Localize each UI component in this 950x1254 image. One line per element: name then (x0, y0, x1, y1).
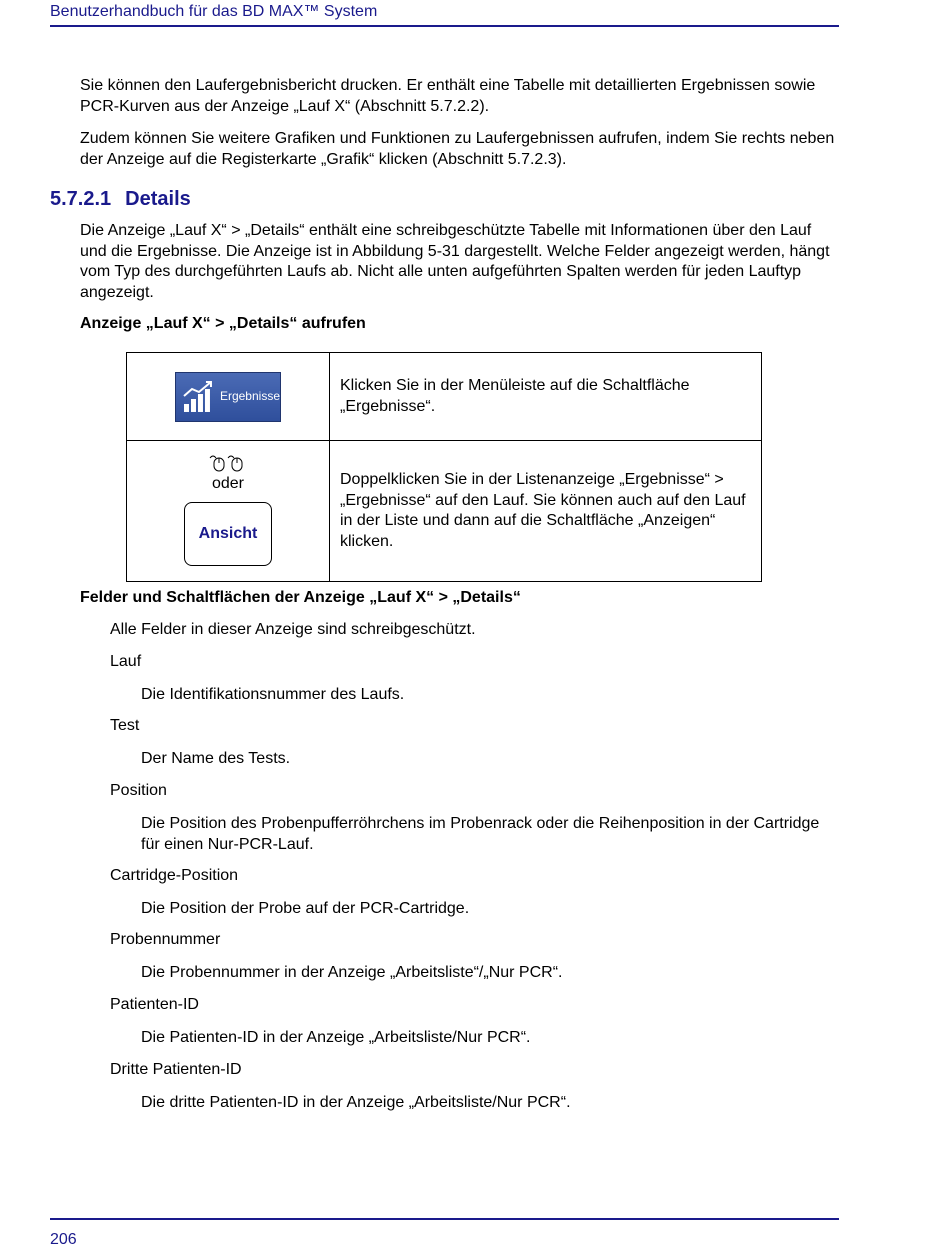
field-desc-test: Der Name des Tests. (141, 750, 291, 767)
field-desc-cartridge-position: Die Position der Probe auf der PCR-Cartridge. (141, 900, 470, 917)
ansicht-button[interactable]: Ansicht (184, 502, 272, 566)
procedure-table (126, 352, 762, 582)
section-number: 5.7.2.1 (50, 188, 112, 210)
ergebnisse-button-label: Ergebnisse (219, 389, 280, 404)
field-desc-dritte-patienten-id: Die dritte Patienten-ID in der Anzeige „Arbeitsliste/Nur PCR“. (141, 1094, 571, 1111)
intro-paragraph-2: Zudem können Sie weitere Grafiken und Funktionen zu Laufergebnissen aufrufen, indem Sie rechts neben der Anzeige auf die Registerkarte „Grafik“ klicken (Abschnitt 5.7.2.3). (80, 130, 835, 168)
page-number: 206 (50, 1231, 77, 1248)
field-desc-patienten-id: Die Patienten-ID in der Anzeige „Arbeitsliste/Nur PCR“. (141, 1029, 531, 1046)
field-label-lauf: Lauf (110, 653, 142, 670)
field-label-patienten-id: Patienten-ID (110, 996, 199, 1013)
field-desc-position: Die Position des Probenpufferröhrchens im Probenrack oder die Reihenposition in der Cartridge für einen Nur-PCR-Lauf. (141, 815, 820, 853)
chart-bars-icon (182, 380, 216, 414)
field-label-cartridge-position: Cartridge-Position (110, 867, 239, 884)
section-title: Details (125, 188, 191, 210)
header-divider (50, 25, 839, 27)
footer-divider (50, 1218, 839, 1220)
procedure-step-2 (127, 441, 762, 582)
section-heading (50, 188, 191, 211)
field-label-probennummer: Probennummer (110, 931, 221, 948)
step-2-text: Doppelklicken Sie in der Listenanzeige „Ergebnisse“ > „Ergebnisse“ auf den Lauf. Sie können auch auf den Lauf in der Liste und dann auf die Schaltfläche „Anzeigen“ klicken. (330, 441, 762, 582)
procedure-step-1 (127, 353, 762, 441)
procedure-heading: Anzeige „Lauf X“ > „Details“ aufrufen (80, 315, 366, 332)
document-header-title: Benutzerhandbuch für das BD MAX™ System (50, 3, 378, 20)
section-body: Die Anzeige „Lauf X“ > „Details“ enthält eine schreibgeschützte Tabelle mit Informationen über den Lauf und die Ergebnisse. Die Anzeige ist in Abbildung 5-31 dargestellt. Welche Felder angezeigt werden, hängt vom Typ des durchgeführten Laufs ab. Nicht alle unten aufgeführten Spalten werden für jeden Lauftyp angezeigt. (80, 222, 830, 301)
ergebnisse-button[interactable] (175, 372, 281, 422)
field-desc-probennummer: Die Probennummer in der Anzeige „Arbeitsliste“/„Nur PCR“. (141, 964, 563, 981)
fields-note: Alle Felder in dieser Anzeige sind schreibgeschützt. (110, 621, 476, 638)
step-1-icon-cell (127, 353, 330, 441)
field-label-position: Position (110, 782, 167, 799)
field-label-dritte-patienten-id: Dritte Patienten-ID (110, 1061, 242, 1078)
or-label: oder (211, 474, 245, 492)
step-2-icon-cell (127, 441, 330, 582)
field-desc-lauf: Die Identifikationsnummer des Laufs. (141, 686, 405, 703)
field-label-test: Test (110, 717, 140, 734)
step-1-text: Klicken Sie in der Menüleiste auf die Schaltfläche „Ergebnisse“. (330, 353, 762, 441)
intro-paragraph-1: Sie können den Laufergebnisbericht drucken. Er enthält eine Tabelle mit detaillierten Ergebnissen sowie PCR-Kurven aus der Anzeige „Lauf X“ (Abschnitt 5.7.2.2). (80, 77, 816, 115)
mouse-double-click-icon (208, 454, 248, 472)
fields-heading: Felder und Schaltflächen der Anzeige „Lauf X“ > „Details“ (80, 589, 521, 606)
